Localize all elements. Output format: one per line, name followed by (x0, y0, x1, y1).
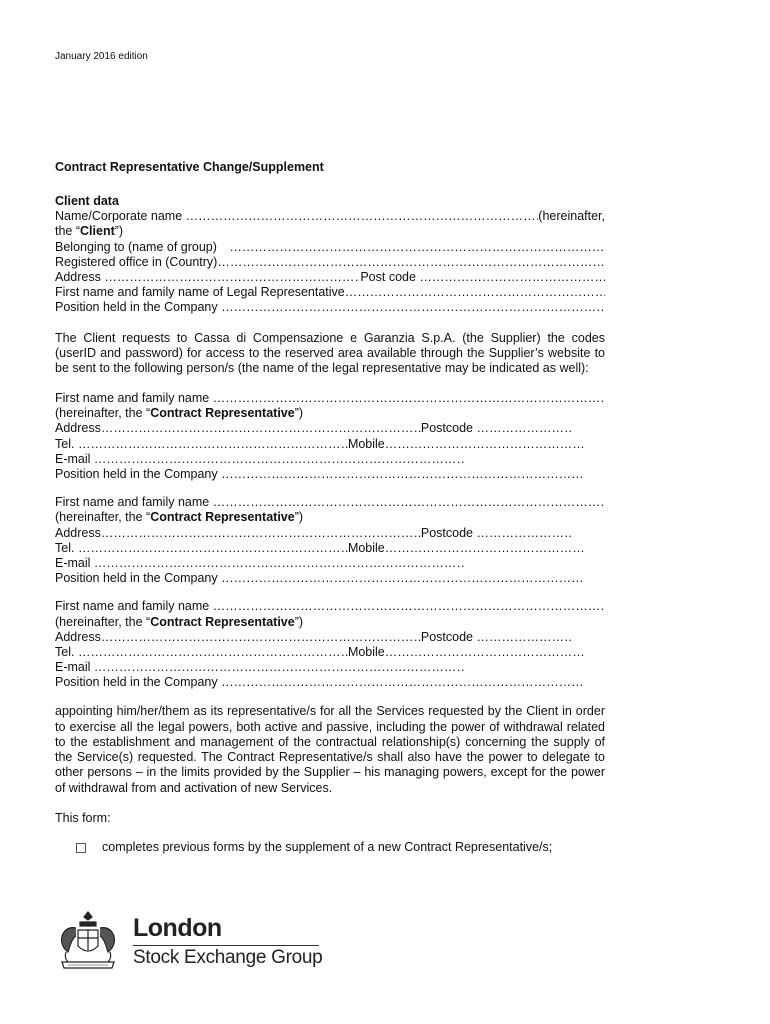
client-def-suffix: ”) (114, 224, 124, 239)
client-name-label: Name/Corporate name (55, 209, 183, 224)
rep-position-field[interactable] (55, 675, 605, 690)
rep-mobile-dots (385, 645, 585, 660)
checkbox-icon[interactable] (76, 843, 86, 853)
rep-email-label: E-mail (55, 555, 91, 570)
rep-mobile-label: Mobile (347, 644, 385, 659)
rep-name-label: First name and family name (55, 391, 210, 406)
rep-mobile-dots (385, 437, 585, 452)
office-label: Registered office in (Country) (55, 254, 218, 269)
rep-position-dots (221, 467, 583, 482)
rep-postcode-dots (476, 526, 572, 541)
rep-tel-dots (78, 541, 348, 556)
rep-tel-label: Tel. (55, 436, 75, 451)
rep-def-word: Contract Representative (150, 406, 295, 421)
rep-email-field[interactable] (55, 556, 605, 571)
rep-name-field[interactable] (55, 599, 605, 614)
rep-def-suffix: ”) (294, 614, 304, 629)
rep-email-field[interactable] (55, 452, 605, 467)
client-name-dots (186, 209, 539, 224)
rep-address-dots (101, 526, 421, 541)
group-dots (229, 240, 605, 255)
client-name-suffix: (hereinafter, (538, 209, 605, 224)
rep-mobile-label: Mobile (347, 540, 385, 555)
rep-address-field[interactable] (55, 630, 605, 645)
rep-position-dots (221, 675, 583, 690)
rep-postcode-label: Postcode (420, 421, 473, 436)
rep-position-label: Position held in the Company (55, 675, 218, 690)
rep-email-dots (94, 556, 466, 571)
appointing-paragraph: appointing him/her/them as its representative/s for all the Services requested by the Client in order to exercise all the legal powers, both active and passive, including the power of withdrawal related to the establishment and management of the contractual relationship(s) concerning the supply of the Service(s) requested. The Contract Representative/s shall also have the power to delegate to other persons – in the limits provided by the Supplier – his managing powers, except for the power of withdrawal from and activation of new Services. (55, 704, 605, 795)
rep-mobile-dots (385, 541, 585, 556)
rep-tel-dots (78, 645, 348, 660)
rep-name-dots (213, 599, 605, 614)
form-body (55, 194, 605, 855)
rep-name-dots (213, 495, 605, 510)
option-supplement[interactable] (76, 840, 605, 855)
rep-address-label: Address (55, 629, 101, 644)
rep-email-label: E-mail (55, 660, 91, 675)
group-label: Belonging to (name of group) (55, 239, 217, 254)
rep-name-label: First name and family name (55, 495, 210, 510)
rep-postcode-label: Postcode (420, 525, 473, 540)
rep-def-prefix: (hereinafter, the “ (55, 406, 151, 421)
rep-definition (55, 406, 605, 421)
rep-tel-field[interactable] (55, 437, 605, 452)
rep-position-label: Position held in the Company (55, 467, 218, 482)
rep-tel-field[interactable] (55, 645, 605, 660)
rep-address-field[interactable] (55, 421, 605, 436)
rep-def-suffix: ”) (294, 510, 304, 525)
rep-address-dots (101, 630, 421, 645)
rep-name-field[interactable] (55, 391, 605, 406)
rep-address-dots (101, 421, 421, 436)
rep-position-field[interactable] (55, 571, 605, 586)
rep-block-2 (55, 495, 605, 586)
client-postcode-dots (419, 270, 605, 285)
logo-line2: Stock Exchange Group (133, 947, 323, 968)
rep-name-field[interactable] (55, 495, 605, 510)
rep-postcode-dots (476, 630, 572, 645)
rep-postcode-dots (476, 421, 572, 436)
edition-label: January 2016 edition (55, 51, 148, 62)
client-def-prefix: the “ (55, 224, 81, 239)
rep-address-label: Address (55, 525, 101, 540)
legal-rep-field[interactable] (55, 285, 605, 300)
rep-mobile-label: Mobile (347, 436, 385, 451)
rep-definition (55, 615, 605, 630)
rep-position-field[interactable] (55, 467, 605, 482)
group-field[interactable] (55, 240, 605, 255)
rep-block-1 (55, 391, 605, 482)
client-position-dots (221, 300, 605, 315)
client-name-field[interactable] (55, 209, 605, 224)
rep-address-label: Address (55, 421, 101, 436)
rep-block-3 (55, 599, 605, 690)
client-definition (55, 224, 605, 239)
client-postcode-label: Post code (360, 269, 416, 284)
rep-def-prefix: (hereinafter, the “ (55, 614, 151, 629)
this-form-label: This form: (55, 810, 111, 825)
rep-position-label: Position held in the Company (55, 571, 218, 586)
rep-email-dots (94, 660, 466, 675)
rep-tel-label: Tel. (55, 644, 75, 659)
rep-name-dots (213, 391, 605, 406)
rep-email-label: E-mail (55, 451, 91, 466)
client-heading-text: Client data (55, 193, 119, 208)
option-supplement-label: completes previous forms by the supplement of a new Contract Representative/s; (102, 839, 553, 854)
client-address-label: Address (55, 269, 101, 284)
client-def-word: Client (80, 224, 115, 239)
rep-def-word: Contract Representative (150, 614, 295, 629)
rep-tel-label: Tel. (55, 540, 75, 555)
rep-tel-field[interactable] (55, 541, 605, 556)
rep-email-field[interactable] (55, 660, 605, 675)
rep-email-dots (94, 452, 466, 467)
office-field[interactable] (55, 255, 605, 270)
crest-logo-icon (52, 908, 124, 974)
rep-position-dots (221, 571, 583, 586)
legal-rep-dots (345, 285, 605, 300)
client-position-field[interactable] (55, 300, 605, 315)
client-address-dots (104, 270, 360, 285)
client-heading (55, 194, 605, 209)
logo-divider (133, 945, 319, 946)
page-title: Contract Representative Change/Supplement (55, 160, 324, 174)
rep-def-suffix: ”) (294, 406, 304, 421)
rep-def-word: Contract Representative (150, 510, 295, 525)
client-position-label: Position held in the Company (55, 300, 218, 315)
office-dots (217, 255, 605, 270)
legal-rep-label: First name and family name of Legal Representative (55, 285, 345, 300)
rep-definition (55, 510, 605, 525)
logo-line1: London (133, 914, 222, 942)
client-address-field[interactable] (55, 270, 605, 285)
rep-tel-dots (78, 437, 348, 452)
rep-def-prefix: (hereinafter, the “ (55, 510, 151, 525)
rep-postcode-label: Postcode (420, 629, 473, 644)
rep-address-field[interactable] (55, 526, 605, 541)
intro-paragraph: The Client requests to Cassa di Compensazione e Garanzia S.p.A. (the Supplier) the codes (userID and password) for access to the reserved area available through the Supplier’s website to be sent to the following person/s (the name of the legal representative may be indicated as well): (55, 330, 605, 375)
rep-name-label: First name and family name (55, 599, 210, 614)
